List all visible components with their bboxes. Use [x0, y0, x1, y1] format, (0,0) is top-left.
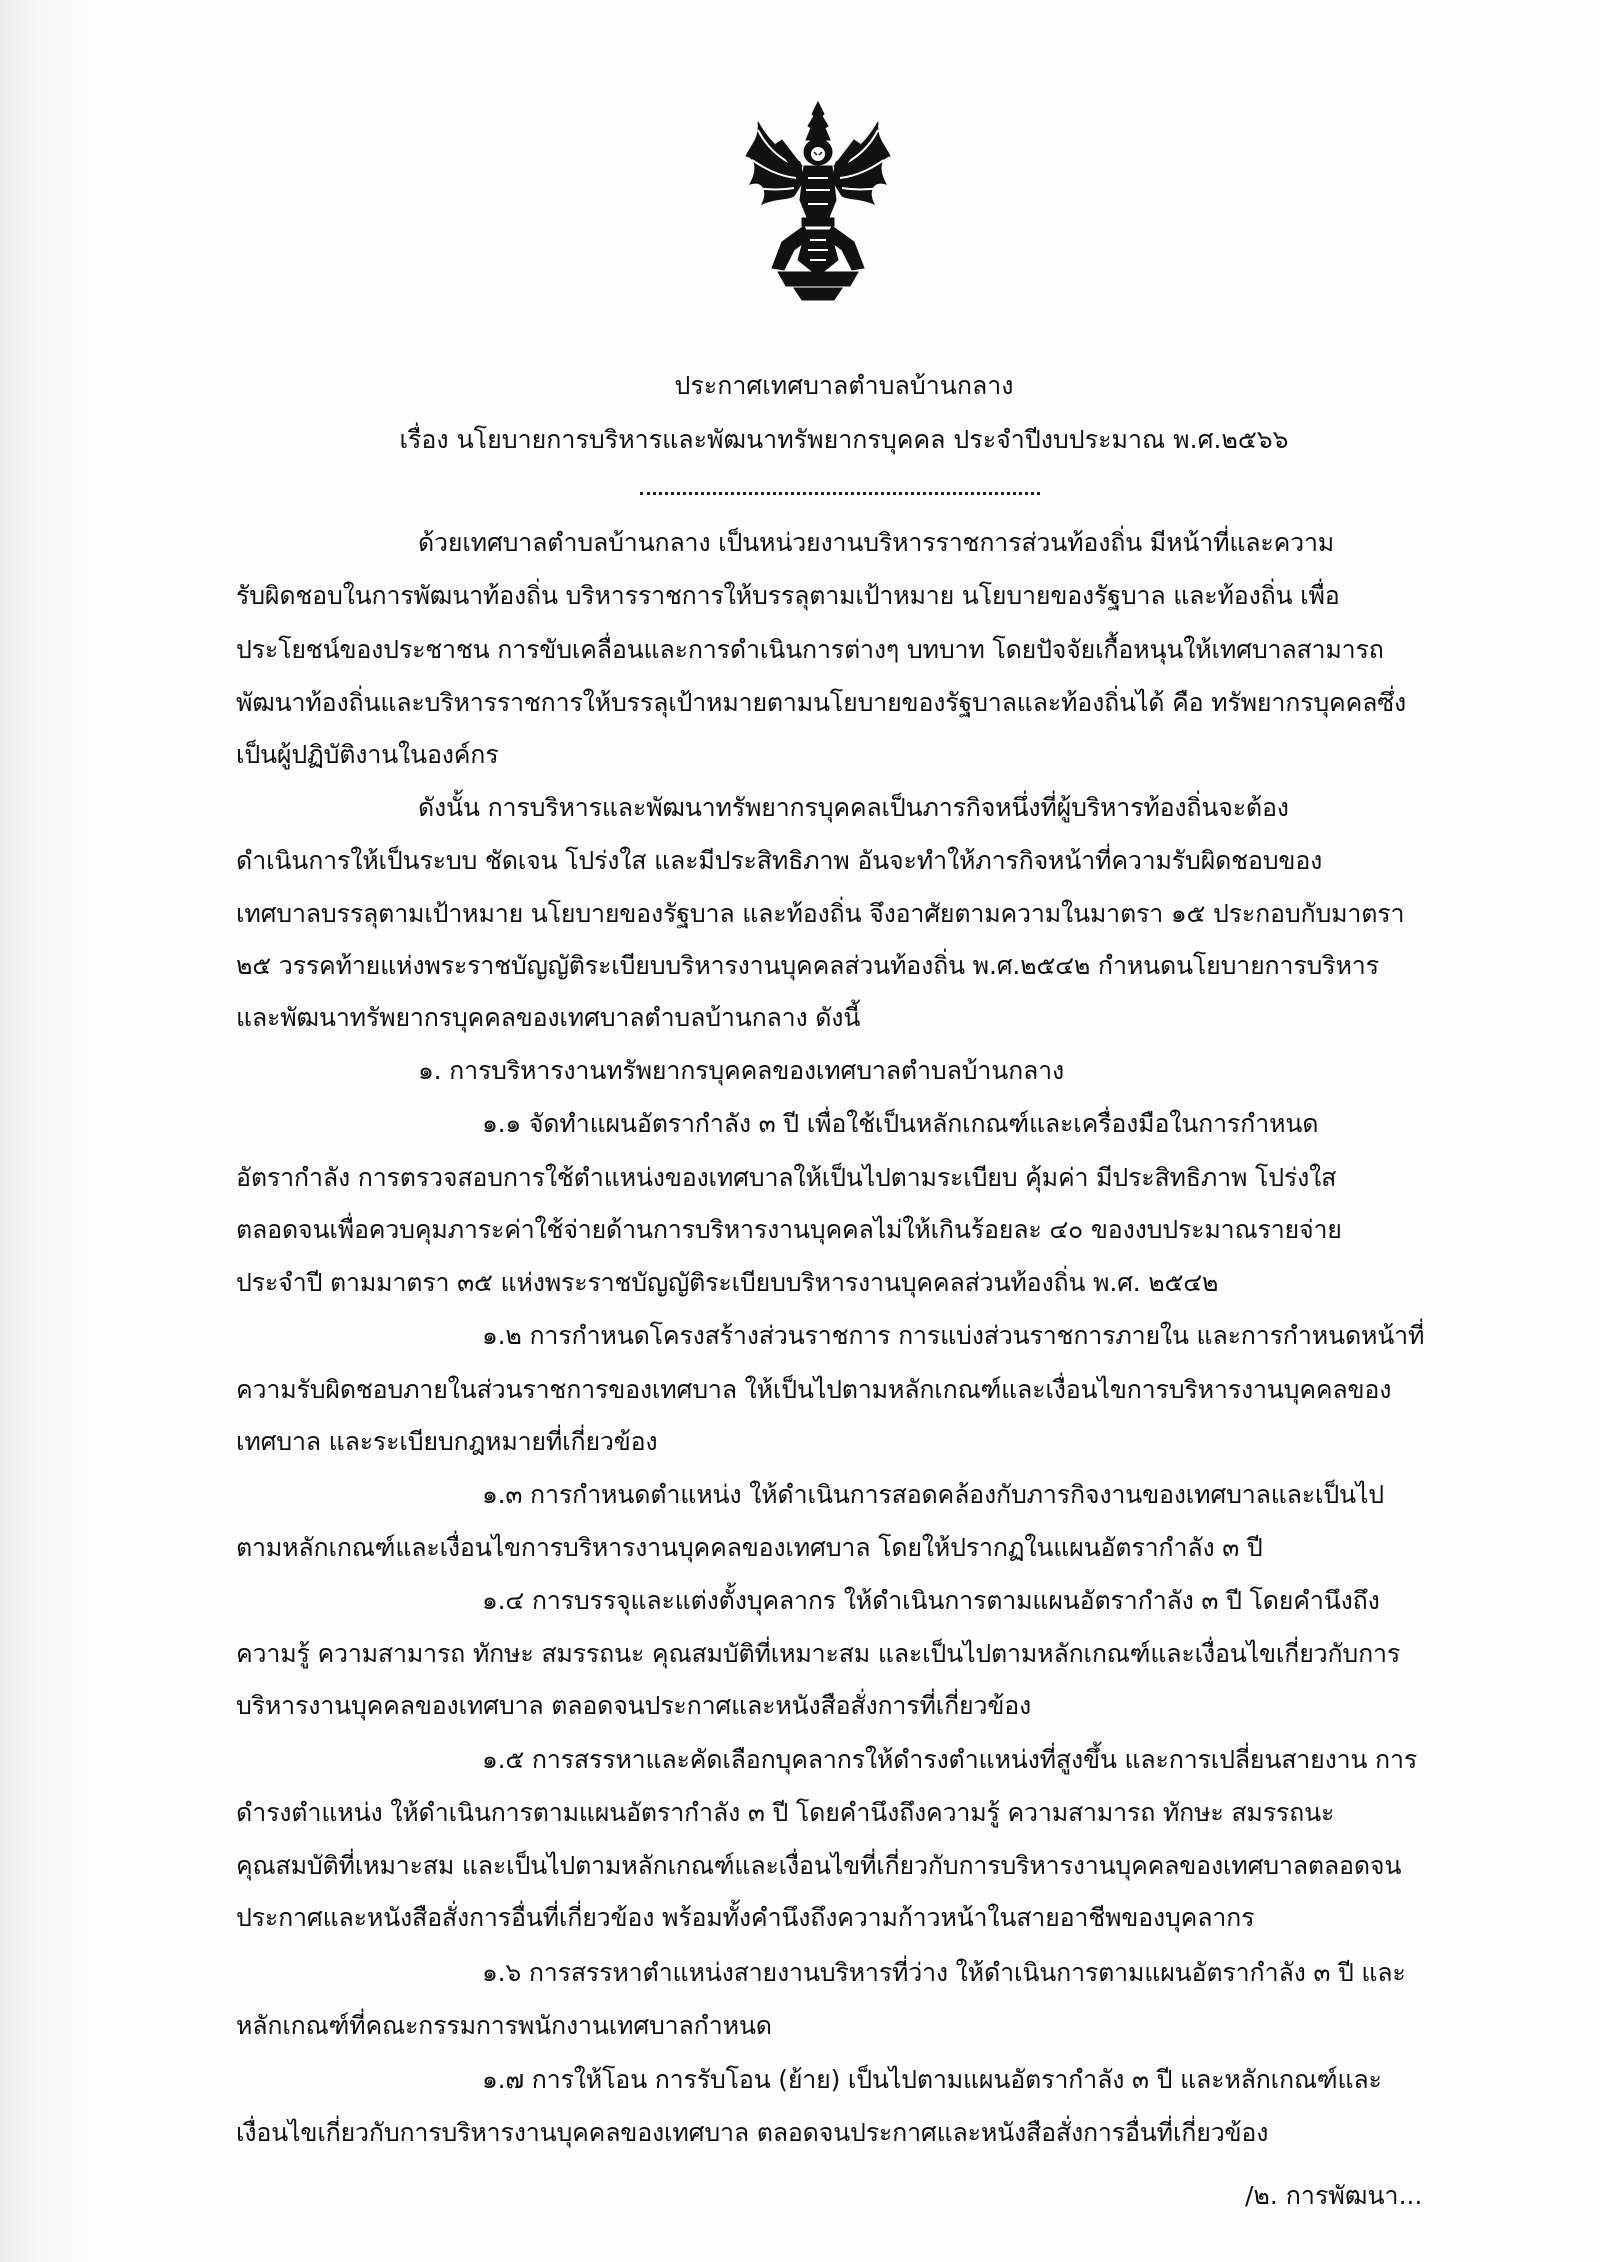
body-line: เงื่อนไขเกี่ยวกับการบริหารงานบุคคลของเทศบาล ตลอดจนประกาศและหนังสือสั่งการอื่นที่เกี่ยวข้อง — [236, 2118, 1269, 2147]
body-line: เทศบาล และระเบียบกฎหมายที่เกี่ยวข้อง — [236, 1427, 658, 1456]
scan-edge-shadow — [0, 0, 95, 2262]
body-line: ตามหลักเกณฑ์และเงื่อนไขการบริหารงานบุคคลของเทศบาล โดยให้ปรากฏในแผนอัตรากำลัง ๓ ปี — [236, 1533, 1263, 1562]
body-line: คุณสมบัติที่เหมาะสม และเป็นไปตามหลักเกณฑ์และเงื่อนไขที่เกี่ยวกับการบริหารงานบุคคลของเทศบาลตลอดจน — [236, 1851, 1402, 1880]
body-line: ดังนั้น การบริหารและพัฒนาทรัพยากรบุคคลเป็นภารกิจหนึ่งที่ผู้บริหารท้องถิ่นจะต้อง — [418, 793, 1289, 822]
body-line: ประโยชน์ของประชาชน การขับเคลื่อนและการดำเนินการต่างๆ บทบาท โดยปัจจัยเกื้อหนุนให้เทศบาลสามารถ — [236, 635, 1384, 664]
garuda-emblem-icon — [738, 100, 898, 305]
body-line: ตลอดจนเพื่อควบคุมภาระค่าใช้จ่ายด้านการบริหารงานบุคคลไม่ให้เกินร้อยละ ๔๐ ของงบประมาณรายจ่าย — [236, 1215, 1342, 1244]
document-title: ประกาศเทศบาลตำบลบ้านกลาง — [674, 371, 1014, 400]
body-line: ๑.๗ การให้โอน การรับโอน (ย้าย) เป็นไปตามแผนอัตรากำลัง ๓ ปี และหลักเกณฑ์และ — [482, 2065, 1382, 2094]
body-line: ๑.๔ การบรรจุและแต่งตั้งบุคลากร ให้ดำเนินการตามแผนอัตรากำลัง ๓ ปี โดยคำนึงถึง — [482, 1586, 1380, 1615]
body-line: ประจำปี ตามมาตรา ๓๕ แห่งพระราชบัญญัติระเบียบบริหารงานบุคคลส่วนท้องถิ่น พ.ศ. ๒๕๔๒ — [236, 1268, 1219, 1297]
page-continuation-marker: /๒. การพัฒนา... — [1245, 2181, 1423, 2210]
body-line: ดำรงตำแหน่ง ให้ดำเนินการตามแผนอัตรากำลัง ๓ ปี โดยคำนึงถึงความรู้ ความสามารถ ทักษะ สมรรถนะ — [236, 1798, 1335, 1827]
body-line: บริหารงานบุคคลของเทศบาล ตลอดจนประกาศและหนังสือสั่งการที่เกี่ยวข้อง — [236, 1691, 1032, 1720]
body-line: อัตรากำลัง การตรวจสอบการใช้ตำแหน่งของเทศบาลให้เป็นไปตามระเบียบ คุ้มค่า มีประสิทธิภาพ โปร่งใส — [236, 1163, 1337, 1192]
body-line: พัฒนาท้องถิ่นและบริหารราชการให้บรรลุเป้าหมายตามนโยบายของรัฐบาลและท้องถิ่นได้ คือ ทรัพยากรบุคคลซึ่ง — [236, 688, 1406, 717]
body-line: หลักเกณฑ์ที่คณะกรรมการพนักงานเทศบาลกำหนด — [236, 2011, 772, 2040]
body-line: ดำเนินการให้เป็นระบบ ชัดเจน โปร่งใส และมีประสิทธิภาพ อันจะทำให้ภารกิจหน้าที่ความรับผิดชอบของ — [236, 846, 1323, 875]
document-subject: เรื่อง นโยบายการบริหารและพัฒนาทรัพยากรบุคคล ประจำปีงบประมาณ พ.ศ.๒๕๖๖ — [399, 425, 1289, 454]
section-heading: ๑. การบริหารงานทรัพยากรบุคคลของเทศบาลตำบลบ้านกลาง — [418, 1056, 1065, 1085]
body-line: รับผิดชอบในการพัฒนาท้องถิ่น บริหารราชการให้บรรลุตามเป้าหมาย นโยบายของรัฐบาล และท้องถิ่น เพื่อ — [236, 581, 1340, 610]
body-line: ด้วยเทศบาลตำบลบ้านกลาง เป็นหน่วยงานบริหารราชการส่วนท้องถิ่น มีหน้าที่และความ — [418, 528, 1335, 557]
body-line: ๒๕ วรรคท้ายแห่งพระราชบัญญัติระเบียบบริหารงานบุคคลส่วนท้องถิ่น พ.ศ.๒๕๔๒ กำหนดนโยบายการบริหาร — [236, 951, 1379, 980]
body-line: เป็นผู้ปฏิบัติงานในองค์กร — [236, 740, 499, 769]
body-line: ๑.๑ จัดทำแผนอัตรากำลัง ๓ ปี เพื่อใช้เป็นหลักเกณฑ์และเครื่องมือในการกำหนด — [482, 1109, 1319, 1138]
body-line: ประกาศและหนังสือสั่งการอื่นที่เกี่ยวข้อง พร้อมทั้งคำนึงถึงความก้าวหน้าในสายอาชีพของบุคลากร — [236, 1903, 1255, 1932]
body-line: ๑.๒ การกำหนดโครงสร้างส่วนราชการ การแบ่งส่วนราชการภายใน และการกำหนดหน้าที่ — [482, 1321, 1425, 1350]
body-line: ๑.๕ การสรรหาและคัดเลือกบุคลากรให้ดำรงตำแหน่งที่สูงขึ้น และการเปลี่ยนสายงาน การ — [482, 1745, 1418, 1774]
body-line: ๑.๖ การสรรหาตำแหน่งสายงานบริหารที่ว่าง ให้ดำเนินการตามแผนอัตรากำลัง ๓ ปี และ — [482, 1958, 1406, 1987]
body-line: ๑.๓ การกำหนดตำแหน่ง ให้ดำเนินการสอดคล้องกับภารกิจงานของเทศบาลและเป็นไป — [482, 1480, 1384, 1509]
body-line: ความรู้ ความสามารถ ทักษะ สมรรถนะ คุณสมบัติที่เหมาะสม และเป็นไปตามหลักเกณฑ์และเงื่อนไขเกี่ยวกับการ — [236, 1639, 1401, 1668]
body-line: และพัฒนาทรัพยากรบุคคลของเทศบาลตำบลบ้านกลาง ดังนี้ — [236, 1003, 861, 1032]
header-divider — [640, 492, 1040, 495]
body-line: เทศบาลบรรลุตามเป้าหมาย นโยบายของรัฐบาล และท้องถิ่น จึงอาศัยตามความในมาตรา ๑๕ ประกอบกับมาตรา — [236, 899, 1405, 928]
body-line: ความรับผิดชอบภายในส่วนราชการของเทศบาล ให้เป็นไปตามหลักเกณฑ์และเงื่อนไขการบริหารงานบุคคลของ — [236, 1375, 1392, 1404]
